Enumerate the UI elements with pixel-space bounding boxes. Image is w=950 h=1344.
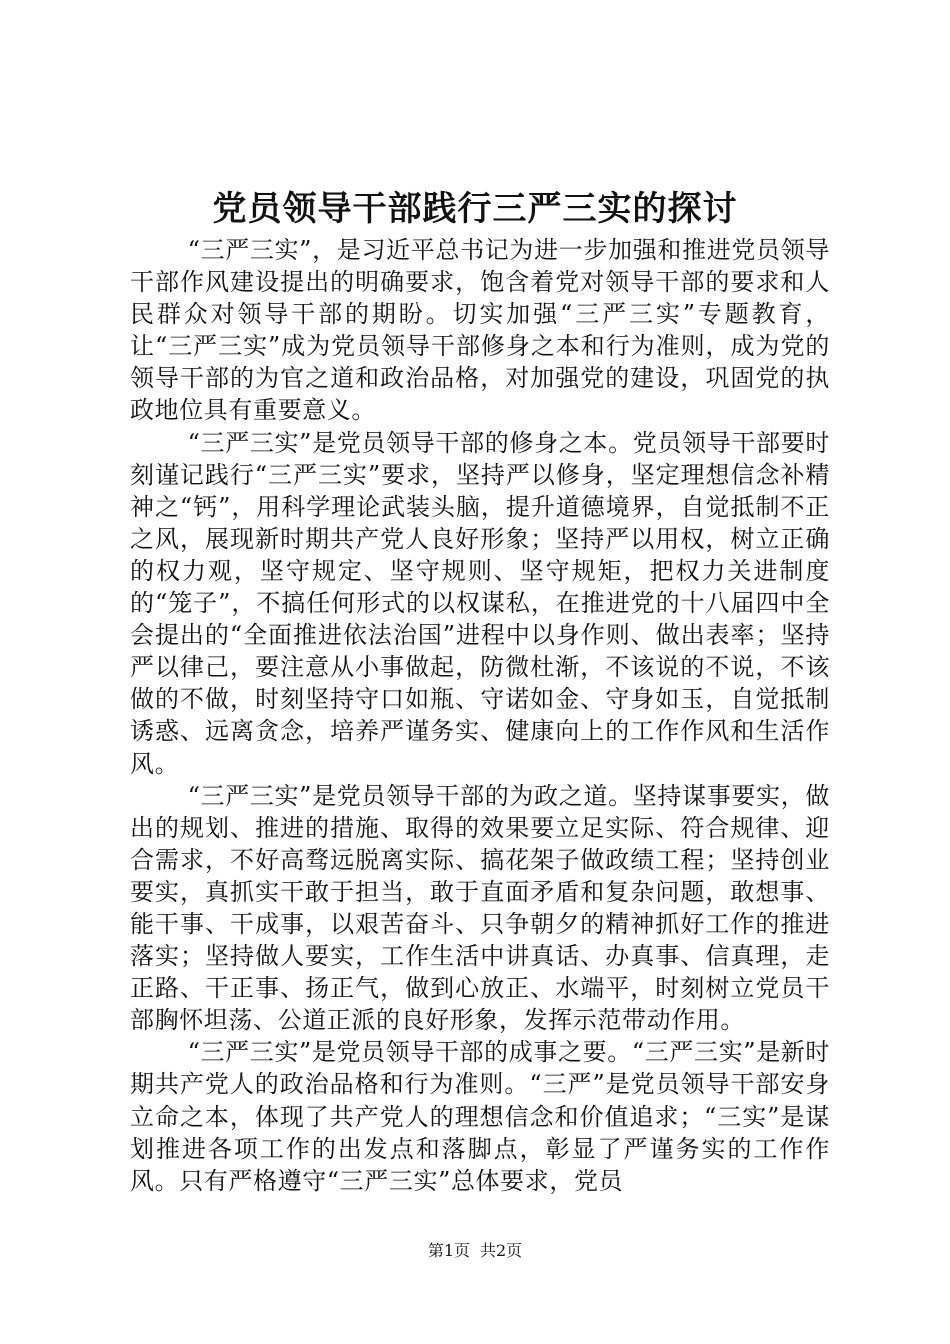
page-number: 第1页 [427,1241,470,1260]
body-paragraph-2: “三严三实”是党员领导干部的修身之本。党员领导干部要时刻谨记践行“三严三实”要求，坚持严以修身，坚定理想信念补精神之“钙”，用科学理论武装头脑，提升道德境界，自觉抵制不正之风，展现新时期共产党人良好形象；坚持严以用权，树立正确的权力观，坚守规定、坚守规则、坚守规矩，把权力关进制度的“笼子”，不搞任何形式的以权谋私，在推进党的十八届四中全会提出的“全面推进依法治国”进程中以身作则、做出表率；坚持严以律己，要注意从小事做起，防微杜渐，不该说的不说，不该做的不做，时刻坚持守口如瓶、守诺如金、守身如玉，自觉抵制诱惑、远离贪念，培养严谨务实、健康向上的工作作风和生活作风。 [130,428,830,778]
document-body [130,234,830,1197]
body-paragraph-3: “三严三实”是党员领导干部的为政之道。坚持谋事要实，做出的规划、推进的措施、取得的效果要立足实际、符合规律、迎合需求，不好高骛远脱离实际、搞花架子做政绩工程；坚持创业要实，真抓实干敢于担当，敢于直面矛盾和复杂问题，敢想事、能干事、干成事，以艰苦奋斗、只争朝夕的精神抓好工作的推进落实；坚持做人要实，工作生活中讲真话、办真事、信真理，走正路、干正事、扬正气，做到心放正、水端平，时刻树立党员干部胸怀坦荡、公道正派的良好形象，发挥示范带动作用。 [130,781,830,1035]
body-paragraph-4: “三严三实”是党员领导干部的成事之要。“三严三实”是新时期共产党人的政治品格和行为准则。“三严”是党员领导干部安身立命之本，体现了共产党人的理想信念和价值追求；“三实”是谋划推进各项工作的出发点和落脚点，彰显了严谨务实的工作作风。只有严格遵守“三严三实”总体要求，党员 [130,1038,830,1195]
document-title: 党员领导干部践行三严三实的探讨 [212,189,738,229]
body-paragraph-1: “三严三实”，是习近平总书记为进一步加强和推进党员领导干部作风建设提出的明确要求，饱含着党对领导干部的要求和人民群众对领导干部的期盼。切实加强“三严三实”专题教育，让“三严三实”成为党员领导干部修身之本和行为准则，成为党的领导干部的为官之道和政治品格，对加强党的建设，巩固党的执政地位具有重要意义。 [130,236,830,425]
page-total: 共2页 [480,1241,523,1260]
page-footer [0,1240,950,1262]
